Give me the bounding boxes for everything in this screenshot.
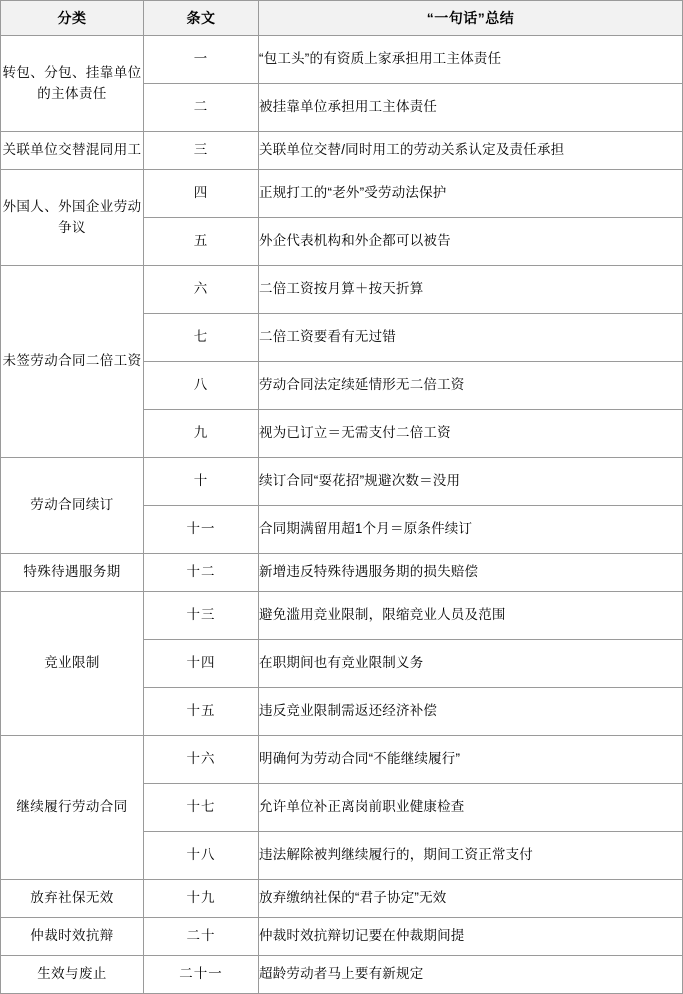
cell-article: 十 [144, 458, 259, 506]
cell-summary: 违反竞业限制需返还经济补偿 [259, 688, 683, 736]
table-header [1, 1, 683, 36]
cell-article: 一 [144, 36, 259, 84]
cell-summary: 被挂靠单位承担用工主体责任 [259, 84, 683, 132]
cell-summary: 避免滥用竞业限制，限缩竞业人员及范围 [259, 592, 683, 640]
table-row [1, 554, 683, 592]
cell-category: 外国人、外国企业劳动争议 [1, 170, 144, 266]
cell-article: 六 [144, 266, 259, 314]
cell-category: 未签劳动合同二倍工资 [1, 266, 144, 458]
cell-summary: 二倍工资按月算＋按天折算 [259, 266, 683, 314]
cell-summary: 二倍工资要看有无过错 [259, 314, 683, 362]
cell-summary: 仲裁时效抗辩切记要在仲裁期间提 [259, 918, 683, 956]
cell-article: 十二 [144, 554, 259, 592]
table-row [1, 592, 683, 640]
table-row [1, 266, 683, 314]
cell-summary: 新增违反特殊待遇服务期的损失赔偿 [259, 554, 683, 592]
cell-summary: 劳动合同法定续延情形无二倍工资 [259, 362, 683, 410]
cell-article: 四 [144, 170, 259, 218]
table-row [1, 170, 683, 218]
table-row [1, 736, 683, 784]
cell-article: 十七 [144, 784, 259, 832]
cell-article: 二十一 [144, 956, 259, 994]
cell-article: 八 [144, 362, 259, 410]
table-row [1, 36, 683, 84]
cell-article: 二 [144, 84, 259, 132]
cell-category: 放弃社保无效 [1, 880, 144, 918]
cell-summary: 合同期满留用超1个月＝原条件续订 [259, 506, 683, 554]
cell-article: 十四 [144, 640, 259, 688]
column-header-summary: “一句话”总结 [259, 1, 683, 36]
cell-summary: 视为已订立＝无需支付二倍工资 [259, 410, 683, 458]
column-header-category: 分类 [1, 1, 144, 36]
cell-article: 十三 [144, 592, 259, 640]
cell-summary: 续订合同“耍花招”规避次数＝没用 [259, 458, 683, 506]
table-row [1, 956, 683, 994]
cell-article: 七 [144, 314, 259, 362]
cell-summary: 允许单位补正离岗前职业健康检查 [259, 784, 683, 832]
cell-summary: 放弃缴纳社保的“君子协定”无效 [259, 880, 683, 918]
cell-category: 仲裁时效抗辩 [1, 918, 144, 956]
column-header-article: 条文 [144, 1, 259, 36]
table-row [1, 458, 683, 506]
cell-article: 五 [144, 218, 259, 266]
cell-summary: 关联单位交替/同时用工的劳动关系认定及责任承担 [259, 132, 683, 170]
cell-summary: 超龄劳动者马上要有新规定 [259, 956, 683, 994]
cell-category: 竞业限制 [1, 592, 144, 736]
cell-summary: 在职期间也有竞业限制义务 [259, 640, 683, 688]
cell-category: 生效与废止 [1, 956, 144, 994]
cell-article: 十五 [144, 688, 259, 736]
cell-article: 二十 [144, 918, 259, 956]
cell-article: 十一 [144, 506, 259, 554]
cell-category: 继续履行劳动合同 [1, 736, 144, 880]
cell-category: 关联单位交替混同用工 [1, 132, 144, 170]
table-row [1, 132, 683, 170]
cell-article: 三 [144, 132, 259, 170]
cell-category: 劳动合同续订 [1, 458, 144, 554]
cell-category: 特殊待遇服务期 [1, 554, 144, 592]
cell-summary: 外企代表机构和外企都可以被告 [259, 218, 683, 266]
cell-article: 九 [144, 410, 259, 458]
cell-summary: “包工头”的有资质上家承担用工主体责任 [259, 36, 683, 84]
table-body [1, 36, 683, 994]
cell-category: 转包、分包、挂靠单位的主体责任 [1, 36, 144, 132]
cell-article: 十九 [144, 880, 259, 918]
table-header-row [1, 1, 683, 36]
cell-summary: 明确何为劳动合同“不能继续履行” [259, 736, 683, 784]
cell-article: 十六 [144, 736, 259, 784]
cell-summary: 正规打工的“老外”受劳动法保护 [259, 170, 683, 218]
cell-article: 十八 [144, 832, 259, 880]
table-row [1, 918, 683, 956]
cell-summary: 违法解除被判继续履行的，期间工资正常支付 [259, 832, 683, 880]
table-row [1, 880, 683, 918]
